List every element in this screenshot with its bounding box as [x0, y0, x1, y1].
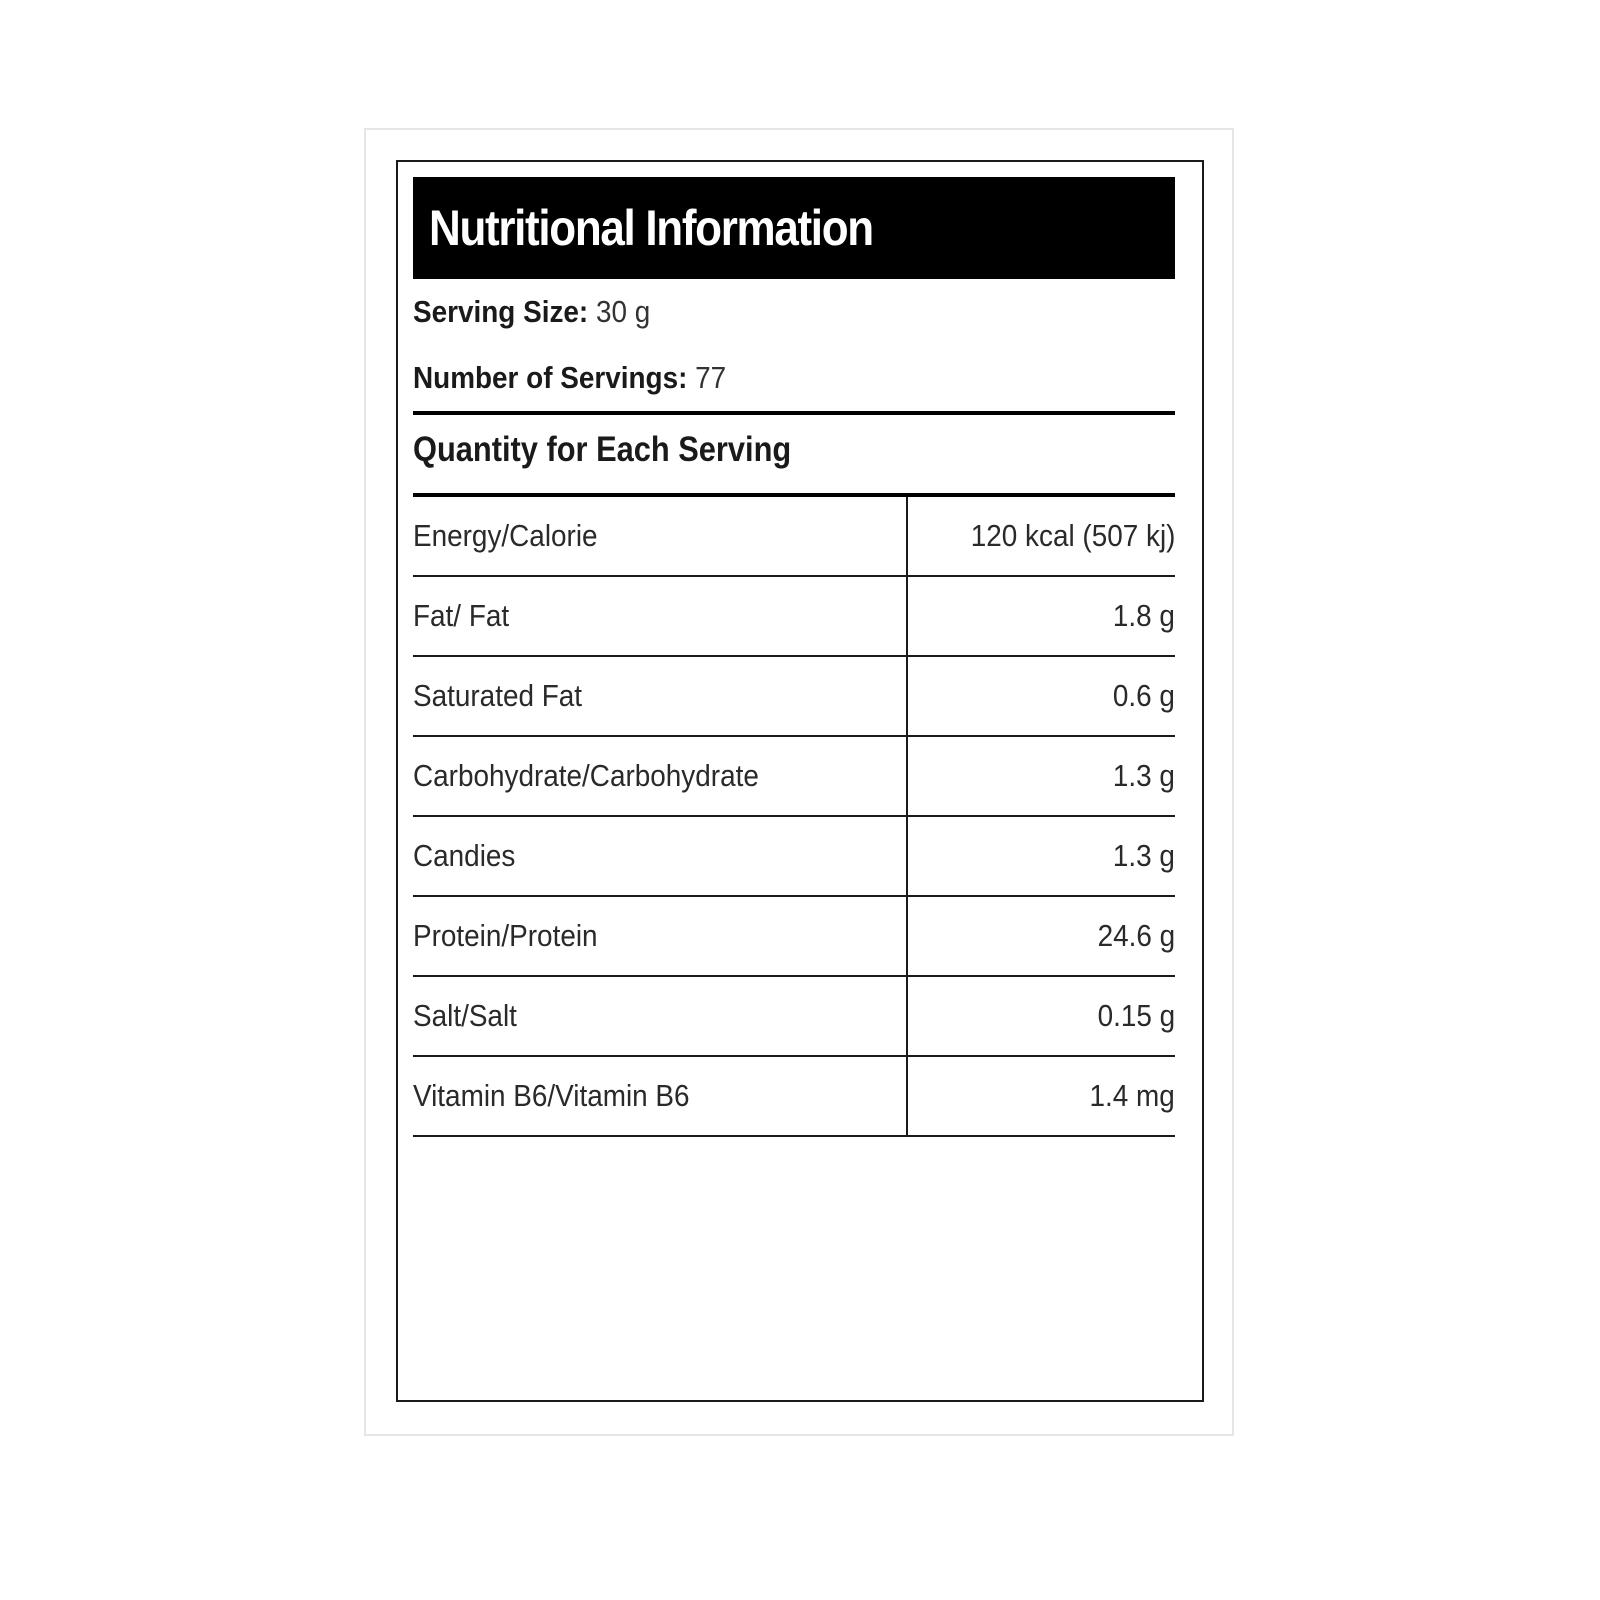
nutrient-amount-cell — [907, 656, 1175, 736]
serving-size-value: 30 g — [595, 294, 651, 329]
nutrient-name-cell — [413, 576, 907, 656]
table-row — [413, 495, 1175, 576]
nutrient-amount-cell — [907, 816, 1175, 896]
nutrient-amount: 1.8 g — [1112, 598, 1175, 633]
table-row — [413, 1056, 1175, 1136]
nutrient-amount-cell — [907, 976, 1175, 1056]
nutrient-amount-cell — [907, 736, 1175, 816]
nutrient-amount-cell — [907, 896, 1175, 976]
nutrition-label-content — [413, 177, 1175, 1137]
nutrient-amount-cell — [907, 495, 1175, 576]
nutrient-name: Salt/Salt — [413, 998, 517, 1033]
nutrient-name: Protein/Protein — [413, 918, 598, 953]
nutrient-name: Carbohydrate/Carbohydrate — [413, 758, 759, 793]
nutrient-name: Energy/Calorie — [413, 518, 598, 553]
nutrient-amount: 120 kcal (507 kj) — [970, 518, 1175, 553]
nutrient-name-cell — [413, 896, 907, 976]
nutrient-name-cell — [413, 976, 907, 1056]
table-row — [413, 896, 1175, 976]
nutrient-amount: 1.4 mg — [1089, 1078, 1175, 1113]
nutrient-name: Saturated Fat — [413, 678, 583, 713]
title-bar — [413, 177, 1175, 279]
nutrient-amount-cell — [907, 1056, 1175, 1136]
label-title: Nutritional Information — [429, 200, 873, 256]
nutrient-name: Vitamin B6/Vitamin B6 — [413, 1078, 690, 1113]
nutrient-name-cell — [413, 656, 907, 736]
table-row — [413, 976, 1175, 1056]
table-row — [413, 816, 1175, 896]
nutrition-card — [364, 128, 1234, 1436]
nutrient-name-cell — [413, 495, 907, 576]
nutrient-name-cell — [413, 736, 907, 816]
table-row — [413, 656, 1175, 736]
nutrient-table — [413, 493, 1175, 1137]
nutrient-name-cell — [413, 816, 907, 896]
serving-size — [413, 279, 1099, 345]
nutrient-amount: 1.3 g — [1112, 838, 1175, 873]
serving-size-label: Serving Size: — [413, 294, 589, 329]
number-of-servings-label: Number of Servings: — [413, 360, 688, 395]
nutrition-label — [396, 160, 1204, 1402]
nutrient-name: Candies — [413, 838, 516, 873]
nutrient-amount: 0.6 g — [1112, 678, 1175, 713]
number-of-servings-value: 77 — [695, 360, 727, 395]
nutrient-amount: 0.15 g — [1097, 998, 1175, 1033]
number-of-servings — [413, 345, 1099, 411]
section-heading: Quantity for Each Serving — [413, 430, 792, 469]
nutrient-amount: 1.3 g — [1112, 758, 1175, 793]
nutrient-amount-cell — [907, 576, 1175, 656]
nutrient-amount: 24.6 g — [1097, 918, 1175, 953]
table-row — [413, 736, 1175, 816]
nutrient-name-cell — [413, 1056, 907, 1136]
nutrient-name: Fat/ Fat — [413, 598, 510, 633]
table-row — [413, 576, 1175, 656]
